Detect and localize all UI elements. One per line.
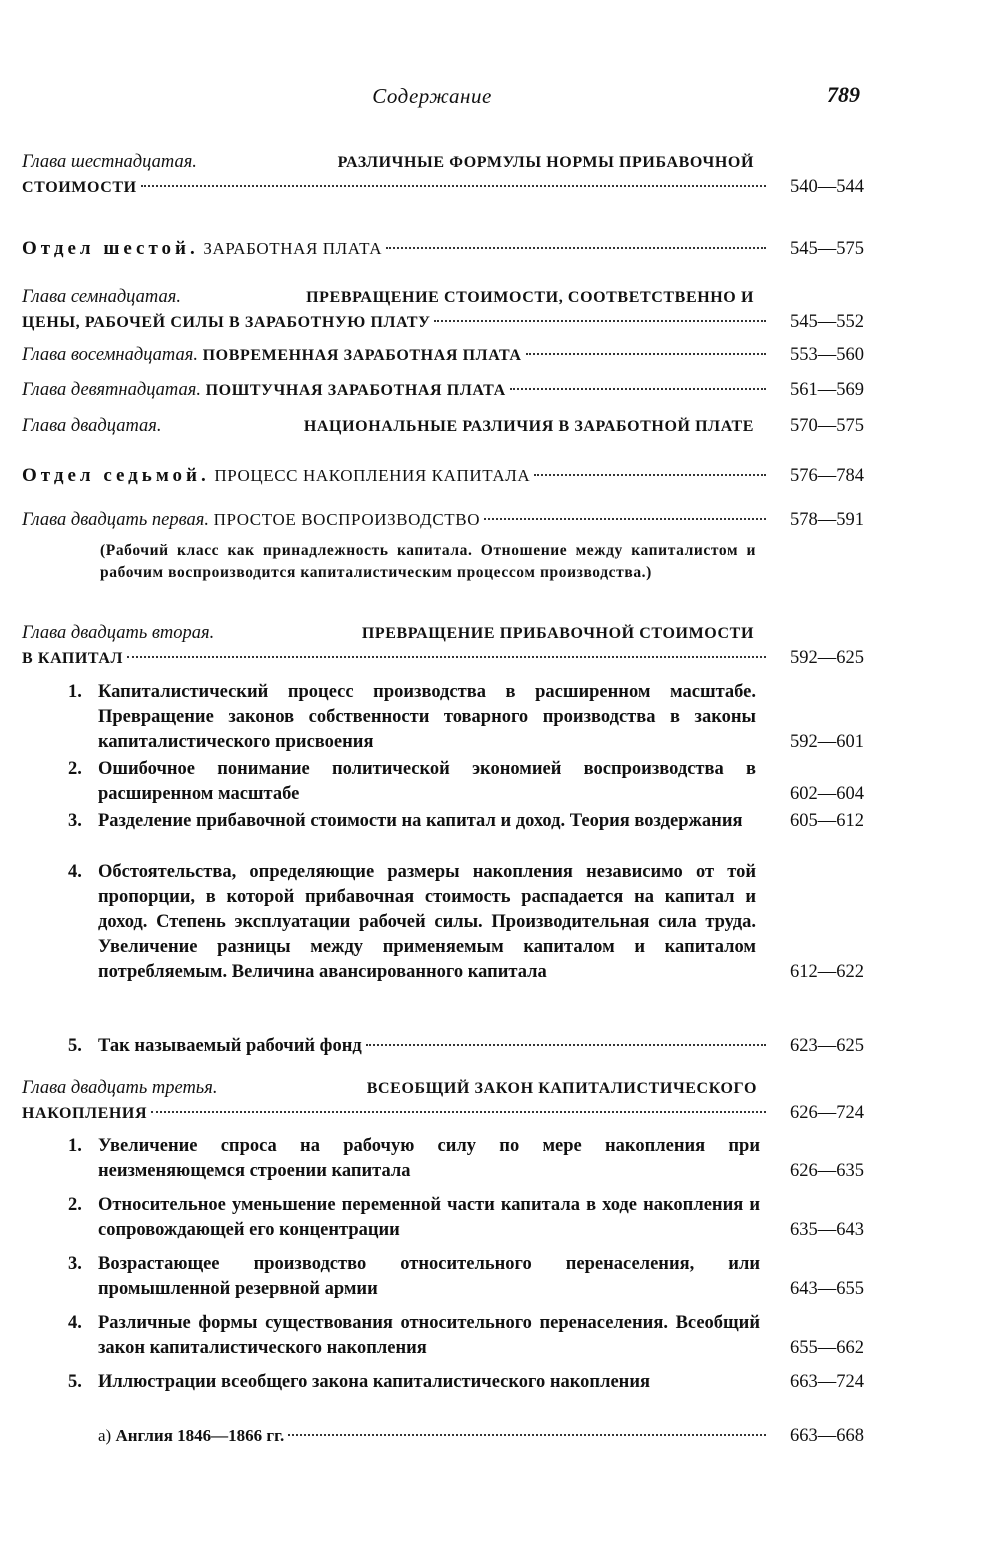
dot-leader	[151, 1111, 766, 1113]
chapter-title-line2: НАКОПЛЕНИЯ	[22, 1105, 148, 1122]
chapter-label: Глава двадцать третья.	[22, 1078, 218, 1098]
page-range: 602—604	[790, 784, 864, 804]
chapter-label: Глава шестнадцатая.	[22, 152, 197, 172]
toc-item-23-1[interactable]	[68, 1134, 864, 1184]
toc-item-22-1[interactable]	[68, 680, 864, 755]
dot-leader	[288, 1434, 766, 1436]
chapter-title: ПРОСТОЕ ВОСПРОИЗВОДСТВО	[213, 510, 481, 529]
running-header-title: Содержание	[372, 84, 492, 108]
part-label: Отдел шестой.	[22, 238, 199, 259]
item-text: Ошибочное понимание политической экономией воспроизводства в расширенном масштабе	[98, 759, 756, 804]
page-range: 578—591	[790, 510, 864, 530]
item-number: 2.	[68, 1195, 82, 1215]
toc-entry-chapter-22[interactable]	[22, 621, 864, 671]
item-number: 5.	[68, 1372, 82, 1392]
page-range: 592—625	[790, 648, 864, 668]
item-text: Разделение прибавочной стоимости на капитал и доход. Теория воздержания	[98, 811, 743, 831]
dot-leader	[510, 388, 766, 390]
toc-item-23-3[interactable]	[68, 1252, 864, 1302]
item-number: 5.	[68, 1036, 82, 1056]
chapter-title-line2: В КАПИТАЛ	[22, 650, 124, 667]
item-text: Так называемый рабочий фонд	[98, 1036, 362, 1056]
page-range: 545—575	[790, 239, 864, 259]
item-number: 1.	[68, 1136, 82, 1156]
item-text: Капиталистический процесс производства в расширенном масштабе. Превращение законов собственности товарного производства в законы капиталистического присвоения	[98, 682, 756, 752]
page-number: 789	[827, 82, 860, 107]
page-range: 643—655	[790, 1279, 864, 1299]
chapter-title-line1: ВСЕОБЩИЙ ЗАКОН КАПИТАЛИСТИЧЕСКОГО	[366, 1080, 757, 1097]
page-range: 663—668	[790, 1426, 864, 1446]
toc-item-22-3[interactable]	[68, 809, 864, 834]
item-number: 4.	[68, 862, 82, 882]
item-text: Относительное уменьшение переменной части капитала в ходе накопления и сопровождающей его концентрации	[98, 1195, 760, 1240]
toc-item-23-5[interactable]	[68, 1370, 864, 1395]
chapter-title-line1: РАЗЛИЧНЫЕ ФОРМУЛЫ НОРМЫ ПРИБАВОЧНОЙ	[337, 154, 754, 171]
page-range: 612—622	[790, 962, 864, 982]
part-label: Отдел седьмой.	[22, 465, 210, 486]
page-range: 605—612	[790, 811, 864, 831]
page-range: 576—784	[790, 466, 864, 486]
item-number: 1.	[68, 682, 82, 702]
dot-leader	[526, 353, 766, 355]
part-title: ЗАРАБОТНАЯ ПЛАТА	[203, 239, 383, 258]
chapter-label: Глава восемнадцатая.	[22, 345, 198, 365]
toc-item-22-4[interactable]	[68, 860, 864, 985]
chapter-title: ПОВРЕМЕННАЯ ЗАРАБОТНАЯ ПЛАТА	[202, 347, 522, 364]
item-text: Увеличение спроса на рабочую силу по мере накопления при неизменяющемся строении капитала	[98, 1136, 760, 1181]
page-range: 626—724	[790, 1103, 864, 1123]
toc-item-22-2[interactable]	[68, 757, 864, 807]
item-number: 3.	[68, 811, 82, 831]
page-range: 561—569	[790, 380, 864, 400]
toc-entry-chapter-16[interactable]	[22, 150, 864, 200]
toc-entry-part-7[interactable]	[22, 463, 864, 489]
chapter-title-line2: ЦЕНЫ, РАБОЧЕЙ СИЛЫ В ЗАРАБОТНУЮ ПЛАТУ	[22, 314, 431, 331]
page-range: 663—724	[790, 1372, 864, 1392]
toc-entry-chapter-23[interactable]	[22, 1076, 864, 1126]
chapter-label: Глава двадцать первая.	[22, 510, 209, 530]
page-range: 545—552	[790, 312, 864, 332]
chapter-label: Глава двадцать вторая.	[22, 623, 215, 643]
dot-leader	[484, 518, 766, 520]
item-number: 2.	[68, 759, 82, 779]
sub-item-label: а)	[98, 1426, 112, 1445]
chapter-title-line1: ПРЕВРАЩЕНИЕ ПРИБАВОЧНОЙ СТОИМОСТИ	[361, 625, 754, 642]
page-range: 570—575	[790, 416, 864, 436]
item-number: 4.	[68, 1313, 82, 1333]
chapter-label: Глава семнадцатая.	[22, 287, 181, 307]
page-range: 553—560	[790, 345, 864, 365]
toc-entry-chapter-20[interactable]	[22, 414, 864, 439]
item-number: 3.	[68, 1254, 82, 1274]
page-range: 540—544	[790, 177, 864, 197]
part-title: ПРОЦЕСС НАКОПЛЕНИЯ КАПИТАЛА	[214, 466, 531, 485]
chapter-label: Глава двадцатая.	[22, 416, 162, 436]
toc-entry-chapter-17[interactable]	[22, 285, 864, 335]
dot-leader	[366, 1044, 766, 1046]
dot-leader	[386, 247, 766, 249]
page-range: 655—662	[790, 1338, 864, 1358]
dot-leader	[534, 474, 766, 476]
chapter-21-note: (Рабочий класс как принадлежность капитала. Отношение между капиталистом и рабочим воспроизводится капиталистическим процессом производства.)	[100, 542, 756, 581]
toc-entry-chapter-18[interactable]	[22, 343, 864, 368]
toc-item-22-5[interactable]	[68, 1034, 864, 1059]
toc-item-23-4[interactable]	[68, 1311, 864, 1361]
page-range: 592—601	[790, 732, 864, 752]
toc-entry-chapter-21[interactable]	[22, 507, 864, 533]
chapter-title-line2: СТОИМОСТИ	[22, 179, 137, 196]
item-text: Иллюстрации всеобщего закона капиталистического накопления	[98, 1372, 650, 1392]
toc-item-23-5-a[interactable]	[98, 1423, 864, 1449]
item-text: Различные формы существования относительного перенаселения. Всеобщий закон капиталистического накопления	[98, 1313, 760, 1358]
page-range: 635—643	[790, 1220, 864, 1240]
chapter-title: НАЦИОНАЛЬНЫЕ РАЗЛИЧИЯ В ЗАРАБОТНОЙ ПЛАТЕ	[303, 418, 754, 435]
toc-entry-chapter-19[interactable]	[22, 378, 864, 403]
page-range: 626—635	[790, 1161, 864, 1181]
chapter-title-line1: ПРЕВРАЩЕНИЕ СТОИМОСТИ, СООТВЕТСТВЕННО И	[306, 289, 754, 306]
item-text: Возрастающее производство относительного перенаселения, или промышленной резервной армии	[98, 1254, 760, 1299]
toc-item-23-2[interactable]	[68, 1193, 864, 1243]
sub-item-text: Англия 1846—1866 гг.	[115, 1426, 285, 1445]
chapter-title: ПОШТУЧНАЯ ЗАРАБОТНАЯ ПЛАТА	[205, 382, 506, 399]
toc-entry-part-6[interactable]	[22, 236, 864, 262]
dot-leader	[434, 320, 766, 322]
page-range: 623—625	[790, 1036, 864, 1056]
dot-leader	[141, 185, 766, 187]
chapter-label: Глава девятнадцатая.	[22, 380, 201, 400]
item-text: Обстоятельства, определяющие размеры накопления независимо от той пропорции, в которой прибавочная стоимость распадается на капитал и доход. Степень эксплуатации рабочей силы. Производительная сила труда. Увеличение разницы между применяемым капиталом и капиталом потребляемым. Величина авансированного капитала	[98, 862, 756, 982]
dot-leader	[127, 656, 766, 658]
